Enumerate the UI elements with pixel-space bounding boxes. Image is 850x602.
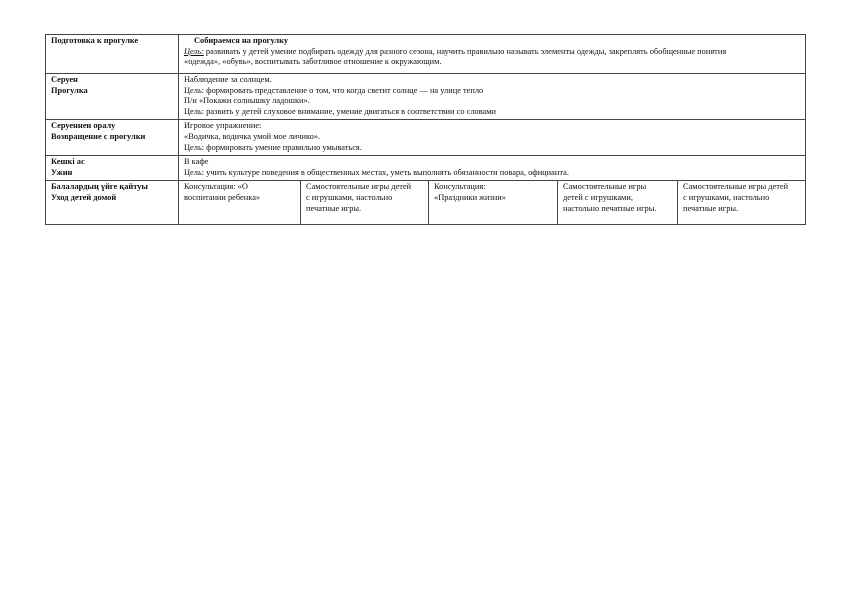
daily-plan-table [45,34,806,225]
cell-line: Самостоятельные игры детей [306,182,412,192]
day-cell [179,181,301,225]
content-line: П/и «Покажи солнышку ладошки». [184,96,310,106]
row-label [46,35,179,74]
content-line [184,47,800,58]
day-cell [301,181,429,225]
row-label-line: Подготовка к прогулке [51,36,139,45]
table-row [46,120,806,156]
content-line: Цель: формировать умение правильно умываться. [184,142,362,152]
cell-line: с игрушками, настольно [306,192,393,202]
content-line: Цель: развить у детей слуховое внимание, умение двигаться в соответствии со словами [184,106,497,116]
content-line: Цель: учить культуре поведения в общественных местах, уметь выполнять обязанности повара, официанта. [184,167,569,177]
cell-line: Самостоятельные игры [563,182,647,192]
cell-line: печатные игры. [306,203,362,213]
table-row [46,181,806,225]
row-label-line: Серуен [51,75,78,84]
row-label [46,120,179,156]
content-line: В кафе [184,157,209,167]
cell-line: Самостоятельные игры детей [683,182,789,192]
cell-line: с игрушками, настольно [683,192,770,202]
row-label [46,74,179,120]
row-content [179,156,806,181]
cell-line: настольно печатные игры. [563,203,657,213]
row-content [179,35,806,74]
cell-line: печатные игры. [683,203,739,213]
cell-line: Консультация: [434,182,486,192]
cell-line: детей с игрушками, [563,192,633,202]
row-label-line: Возвращение с прогулки [51,131,146,141]
plan-sheet [45,34,805,225]
content-line: Цель: формировать представление о том, что когда светит солнце — на улице тепло [184,85,484,95]
row-label [46,181,179,225]
day-cell [678,181,806,225]
activity-heading: Собираемся на прогулку [194,36,289,45]
day-cell [558,181,678,225]
table-row [46,74,806,120]
cell-line: «Праздники жизни» [434,192,506,202]
goal-text: развивать у детей умение подбирать одежду для разного сезона, научить правильно называть элементы одежды, закреплять обобщенные понятия [205,46,727,56]
row-content [179,74,806,120]
row-label-line: Уход детей домой [51,192,117,202]
row-label [46,156,179,181]
content-line: Наблюдение за солнцем. [184,75,272,84]
cell-line: Консультация: «О [184,182,248,192]
cell-line: воспитании ребенка» [184,192,261,202]
table-row [46,156,806,181]
content-line: «одежда», «обувь», воспитывать заботливое отношение к окружающим. [184,57,442,67]
row-label-line: Серуеннен оралу [51,121,116,131]
row-label-line: Прогулка [51,85,88,95]
goal-label: Цель: [184,46,204,56]
row-label-line: Кешкі ас [51,157,85,167]
content-line: «Водичка, водичка умой мое личико». [184,131,321,141]
table-row [46,35,806,74]
day-cell [429,181,558,225]
row-label-line: Балалардың үйге қайтуы [51,182,148,192]
content-line: Игровое упражнение: [184,121,262,131]
row-content [179,120,806,156]
row-label-line: Ужин [51,167,73,177]
